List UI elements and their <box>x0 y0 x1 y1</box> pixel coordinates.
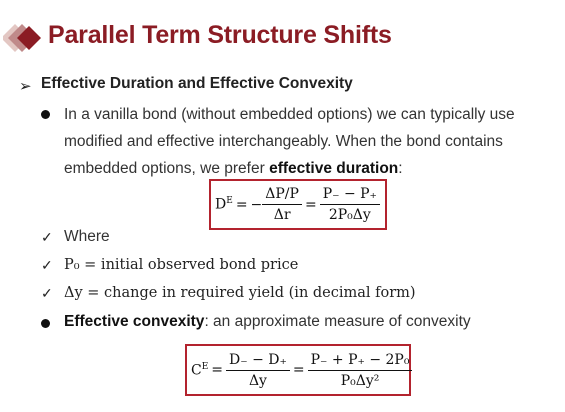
check-icon: ✓ <box>41 257 53 273</box>
bullet-dot-icon <box>41 319 50 328</box>
fraction-2 <box>320 185 380 224</box>
logo-diamonds-icon <box>3 22 43 54</box>
paragraph-colon: : <box>398 160 403 177</box>
convexity-bold: Effective convexity <box>64 313 205 330</box>
arrow-bullet-icon: ➢ <box>19 78 32 95</box>
bullet-dot-icon <box>41 110 50 119</box>
equals-sign-2: = <box>304 196 317 213</box>
minus-sign: − <box>250 196 263 213</box>
fraction-2-denominator: P₀Δy² <box>340 372 380 389</box>
paragraph-duration <box>64 101 544 182</box>
fraction-2-denominator: 2P₀Δy <box>328 207 371 223</box>
check-item-dy: Δy = change in required yield (in decimal form) <box>64 285 416 301</box>
equals-sign-2: = <box>292 362 305 378</box>
check-icon: ✓ <box>41 229 53 245</box>
fraction-2-numerator: P₋ + P₊ − 2P₀ <box>308 351 413 371</box>
formula-lhs: $C^E$ <box>191 361 209 379</box>
equals-sign: = <box>235 196 248 213</box>
fraction-1-numerator: ΔP/P <box>262 185 302 205</box>
check-item-p0: P₀ = initial observed bond price <box>64 257 299 273</box>
paragraph-bold: effective duration <box>269 160 399 177</box>
check-icon: ✓ <box>41 285 53 301</box>
convexity-text: : an approximate measure of convexity <box>204 313 471 330</box>
check-item-where: Where <box>64 228 110 245</box>
fraction-1-numerator: D₋ − D₊ <box>226 351 290 371</box>
fraction-2-numerator: P₋ − P₊ <box>320 185 380 205</box>
formula-box-convexity <box>185 344 411 396</box>
fraction-1-denominator: Δy <box>248 372 267 389</box>
formula-lhs: $D^E$ <box>215 196 233 213</box>
paragraph-text: In a vanilla bond (without embedded options) we can typically use modified and effective interchangeably. When the bond contains embedded options, we prefer <box>64 106 515 177</box>
convexity-line <box>64 313 471 331</box>
fraction-1-denominator: Δr <box>273 207 291 223</box>
section-heading: Effective Duration and Effective Convexity <box>41 75 353 92</box>
equals-sign: = <box>211 362 224 378</box>
page-title: Parallel Term Structure Shifts <box>48 21 392 49</box>
fraction-1 <box>262 185 302 224</box>
formula-box-duration <box>209 179 387 230</box>
fraction-1 <box>226 351 290 390</box>
fraction-2 <box>308 351 413 390</box>
